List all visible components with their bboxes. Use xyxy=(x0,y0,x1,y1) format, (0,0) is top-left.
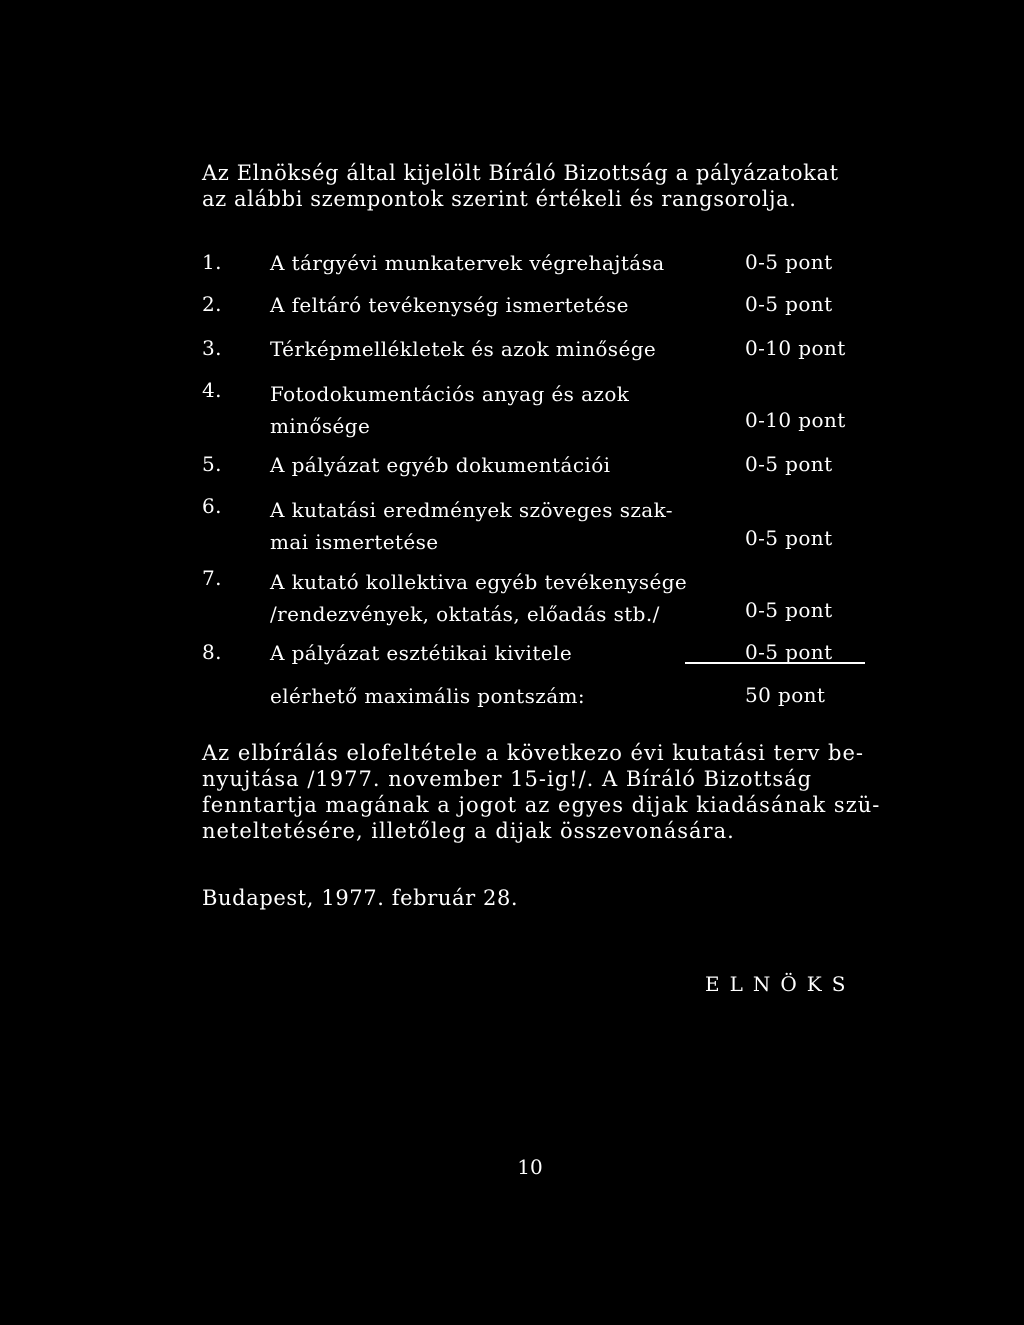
closing-line: nyujtása /1977. november 15-ig!/. A Bíráló Bizottság xyxy=(202,767,813,791)
criteria-number: 2. xyxy=(202,292,222,316)
sum-underline xyxy=(685,662,865,664)
criteria-text: Térképmellékletek és azok minősége xyxy=(270,337,657,361)
intro-line: az alábbi szempontok szerint értékeli és rangsorolja. xyxy=(202,187,797,211)
criteria-points: 0-5 pont xyxy=(745,598,833,622)
date-line: Budapest, 1977. február 28. xyxy=(202,886,519,910)
intro-paragraph xyxy=(202,160,862,212)
total-label-text: elérhető maximális pontszám: xyxy=(270,684,586,708)
closing-line: neteltetésére, illetőleg a dijak összevonására. xyxy=(202,819,735,843)
criteria-text: mai ismertetése xyxy=(270,530,439,554)
criteria-text: A tárgyévi munkatervek végrehajtása xyxy=(270,251,665,275)
criteria-points: 0-5 pont xyxy=(745,452,833,476)
criteria-points: 0-5 pont xyxy=(745,526,833,550)
criteria-description xyxy=(270,292,730,318)
criteria-number: 8. xyxy=(202,640,222,664)
criteria-number: 4. xyxy=(202,378,222,402)
intro-line: Az Elnökség által kijelölt Bíráló Bizottság a pályázatokat xyxy=(202,161,839,185)
criteria-number: 6. xyxy=(202,494,222,518)
criteria-description xyxy=(270,566,730,630)
criteria-points: 0-5 pont xyxy=(745,250,833,274)
criteria-text: /rendezvények, oktatás, előadás stb./ xyxy=(270,602,660,626)
criteria-points: 0-5 pont xyxy=(745,640,833,664)
criteria-text: Fotodokumentációs anyag és azok xyxy=(270,382,630,406)
page-number: 10 xyxy=(517,1155,543,1179)
criteria-number: 1. xyxy=(202,250,222,274)
closing-paragraph xyxy=(202,740,881,844)
total-points: 50 pont xyxy=(745,683,826,707)
criteria-description xyxy=(270,452,730,478)
criteria-number: 5. xyxy=(202,452,222,476)
criteria-description xyxy=(270,250,730,276)
criteria-number: 7. xyxy=(202,566,222,590)
signature-text: ELNÖKS xyxy=(705,972,856,996)
criteria-text: A pályázat esztétikai kivitele xyxy=(270,641,573,665)
criteria-text: A kutatási eredmények szöveges szak- xyxy=(270,498,673,522)
criteria-description xyxy=(270,640,730,666)
criteria-description xyxy=(270,336,730,362)
criteria-points: 0-10 pont xyxy=(745,408,846,432)
criteria-text: A feltáró tevékenység ismertetése xyxy=(270,293,629,317)
criteria-text: A kutató kollektiva egyéb tevékenysége xyxy=(270,570,688,594)
criteria-points: 0-5 pont xyxy=(745,292,833,316)
criteria-description xyxy=(270,494,730,558)
criteria-points: 0-10 pont xyxy=(745,336,846,360)
closing-line: Az elbírálás elofeltétele a következo évi kutatási terv be- xyxy=(202,741,864,765)
total-label xyxy=(270,683,730,709)
closing-line: fenntartja magának a jogot az egyes dijak kiadásának szü- xyxy=(202,793,881,817)
criteria-number: 3. xyxy=(202,336,222,360)
criteria-text: A pályázat egyéb dokumentációi xyxy=(270,453,611,477)
criteria-description xyxy=(270,378,730,442)
criteria-text: minősége xyxy=(270,414,371,438)
